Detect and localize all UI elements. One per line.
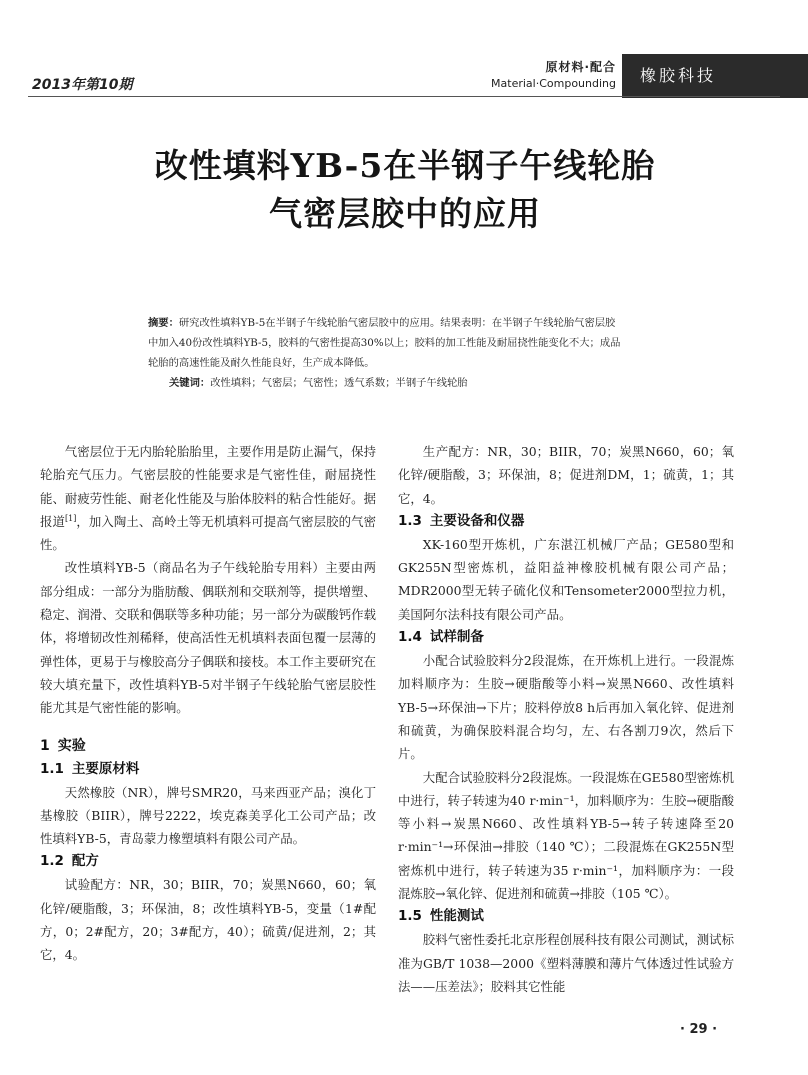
section-1-number: 1 — [40, 737, 50, 754]
formula-paragraph: 试验配方：NR，30；BIIR，70；炭黑N660，60；氧化锌/硬脂酸，3；环保油，8；改性填料YB-5，变量（1#配方，0；2#配方，20；3#配方，40）；硫黄/促进剂，2；其它，4。 — [40, 877, 376, 963]
intro-text-b: ，加入陶土、高岭土等无机填料可提高气密层胶的气密性。 — [40, 513, 377, 553]
abstract-body — [148, 313, 622, 373]
section-1-3-heading — [398, 510, 734, 533]
production-formula-paragraph: 生产配方：NR，30；BIIR，70；炭黑N660，60；氧化锌/硬脂酸，3；环保油，8；促进剂DM，1；硫黄，1；其它，4。 — [398, 444, 734, 506]
intro-paragraph-2: 改性填料YB-5（商品名为子午线轮胎专用料）主要由两部分组成：一部分为脂肪酸、偶联剂和交联剂等，提供增塑、稳定、润滑、交联和偶联等多种功能；另一部分为碳酸钙作载体，将增韧改性剂稀释，使高活性无机填料表面包覆一层薄的弹性体，更易于与橡胶高分子偶联和接枝。本工作主要研究在较大填充量下，改性填料YB-5对半钢子午线轮胎气密层胶性能尤其是气密性能的影响。 — [40, 560, 376, 716]
section-label — [480, 58, 616, 90]
sample-prep-paragraph-1: 小配合试验胶料分2段混炼，在开炼机上进行。一段混炼加料顺序为：生胶→硬脂酸等小料→炭黑N660、改性填料YB-5→环保油→下片；胶料停放8 h后再加入氧化锌、促进剂和硫黄，为确保胶料混合均匀，左、右各割刀9次，然后下片。 — [398, 653, 734, 762]
sample-prep-paragraph-2: 大配合试验胶料分2段混炼。一段混炼在GE580型密炼机中进行，转子转速为40 r·min⁻¹，加料顺序为：生胶→硬脂酸等小料→炭黑N660、改性填料YB-5→转子转速降至20 r·min⁻¹→环保油→排胶（140 ℃）；二段混炼在GK255N型密炼机中进行，转子转速为35 r·min⁻¹，加料顺序为：一段混炼胶→氧化锌、促进剂和硫黄→排胶（105 ℃）。 — [398, 769, 734, 902]
equipment-paragraph: XK-160型开炼机，广东湛江机械厂产品；GE580型和GK255N型密炼机，益阳益神橡胶机械有限公司产品；MDR2000型无转子硫化仪和Tensometer2000型拉力机，美国阿尔法科技有限公司产品。 — [398, 536, 734, 622]
section-1-5-number: 1.5 — [398, 908, 422, 925]
section-1-title: 实验 — [57, 737, 86, 754]
keywords-label: 关键词： — [169, 377, 211, 389]
reference-mark[interactable]: [1] — [64, 513, 77, 523]
section-1-5-heading — [398, 905, 734, 928]
abstract-label: 摘要： — [148, 317, 179, 329]
header-divider — [28, 96, 780, 97]
intro-text-a: 气密层位于无内胎轮胎胎里，主要作用是防止漏气，保持轮胎充气压力。气密层胶的性能要求是气密性佳，耐屈挠性能、耐疲劳性能、耐老化性能及与胎体胶料的粘合性能好。据报道 — [40, 444, 376, 529]
article-title — [60, 142, 750, 238]
section-1-3-title: 主要设备和仪器 — [429, 512, 525, 529]
section-1-3-number: 1.3 — [398, 512, 422, 529]
section-en: Material·Compounding — [491, 77, 616, 90]
title-line-1: 改性填料YB-5在半钢子午线轮胎 — [154, 146, 656, 185]
section-1-5-title: 性能测试 — [429, 908, 484, 925]
testing-paragraph: 胶料气密性委托北京彤程创展科技有限公司测试，测试标准为GB/T 1038—2000《塑料薄膜和薄片气体透过性试验方法——压差法》；胶料其它性能 — [398, 932, 734, 994]
section-1-2-title: 配方 — [71, 853, 99, 870]
section-1-2-number: 1.2 — [40, 853, 64, 870]
materials-paragraph: 天然橡胶（NR），牌号SMR20，马来西亚产品；溴化丁基橡胶（BIIR），牌号2222，埃克森美孚化工公司产品；改性填料YB-5，青岛蒙力橡塑填料有限公司产品。 — [40, 784, 376, 847]
title-line-2: 气密层胶中的应用 — [269, 194, 541, 233]
section-1-1-title: 主要原材料 — [71, 760, 140, 777]
section-1-4-heading — [398, 626, 734, 649]
page-number: · 29 · — [680, 1022, 718, 1037]
right-column — [398, 440, 734, 998]
abstract — [148, 313, 622, 393]
journal-badge: 橡胶科技 — [622, 54, 808, 98]
section-1-1-number: 1.1 — [40, 760, 64, 777]
section-1-1-heading — [40, 758, 376, 781]
section-1-4-number: 1.4 — [398, 629, 422, 646]
section-1-4-title: 试样制备 — [429, 629, 484, 646]
section-1-2-heading — [40, 850, 376, 873]
section-1-heading — [40, 735, 376, 758]
abstract-text: 研究改性填料YB-5在半钢子午线轮胎气密层胶中的应用。结果表明：在半钢子午线轮胎气密层胶中加入40份改性填料YB-5，胶料的气密性提高30%以上；胶料的加工性能及耐屈挠性能变化不大；成品轮胎的高速性能及耐久性能良好，生产成本降低。 — [148, 317, 621, 369]
issue-label: 2013年第10期 — [32, 77, 133, 93]
left-column — [40, 440, 376, 967]
keywords — [169, 373, 622, 393]
intro-paragraph-1 — [40, 440, 376, 556]
section-cn: 原材料·配合 — [545, 60, 616, 74]
keywords-text: 改性填料；气密层；气密性；透气系数；半钢子午线轮胎 — [210, 377, 468, 389]
